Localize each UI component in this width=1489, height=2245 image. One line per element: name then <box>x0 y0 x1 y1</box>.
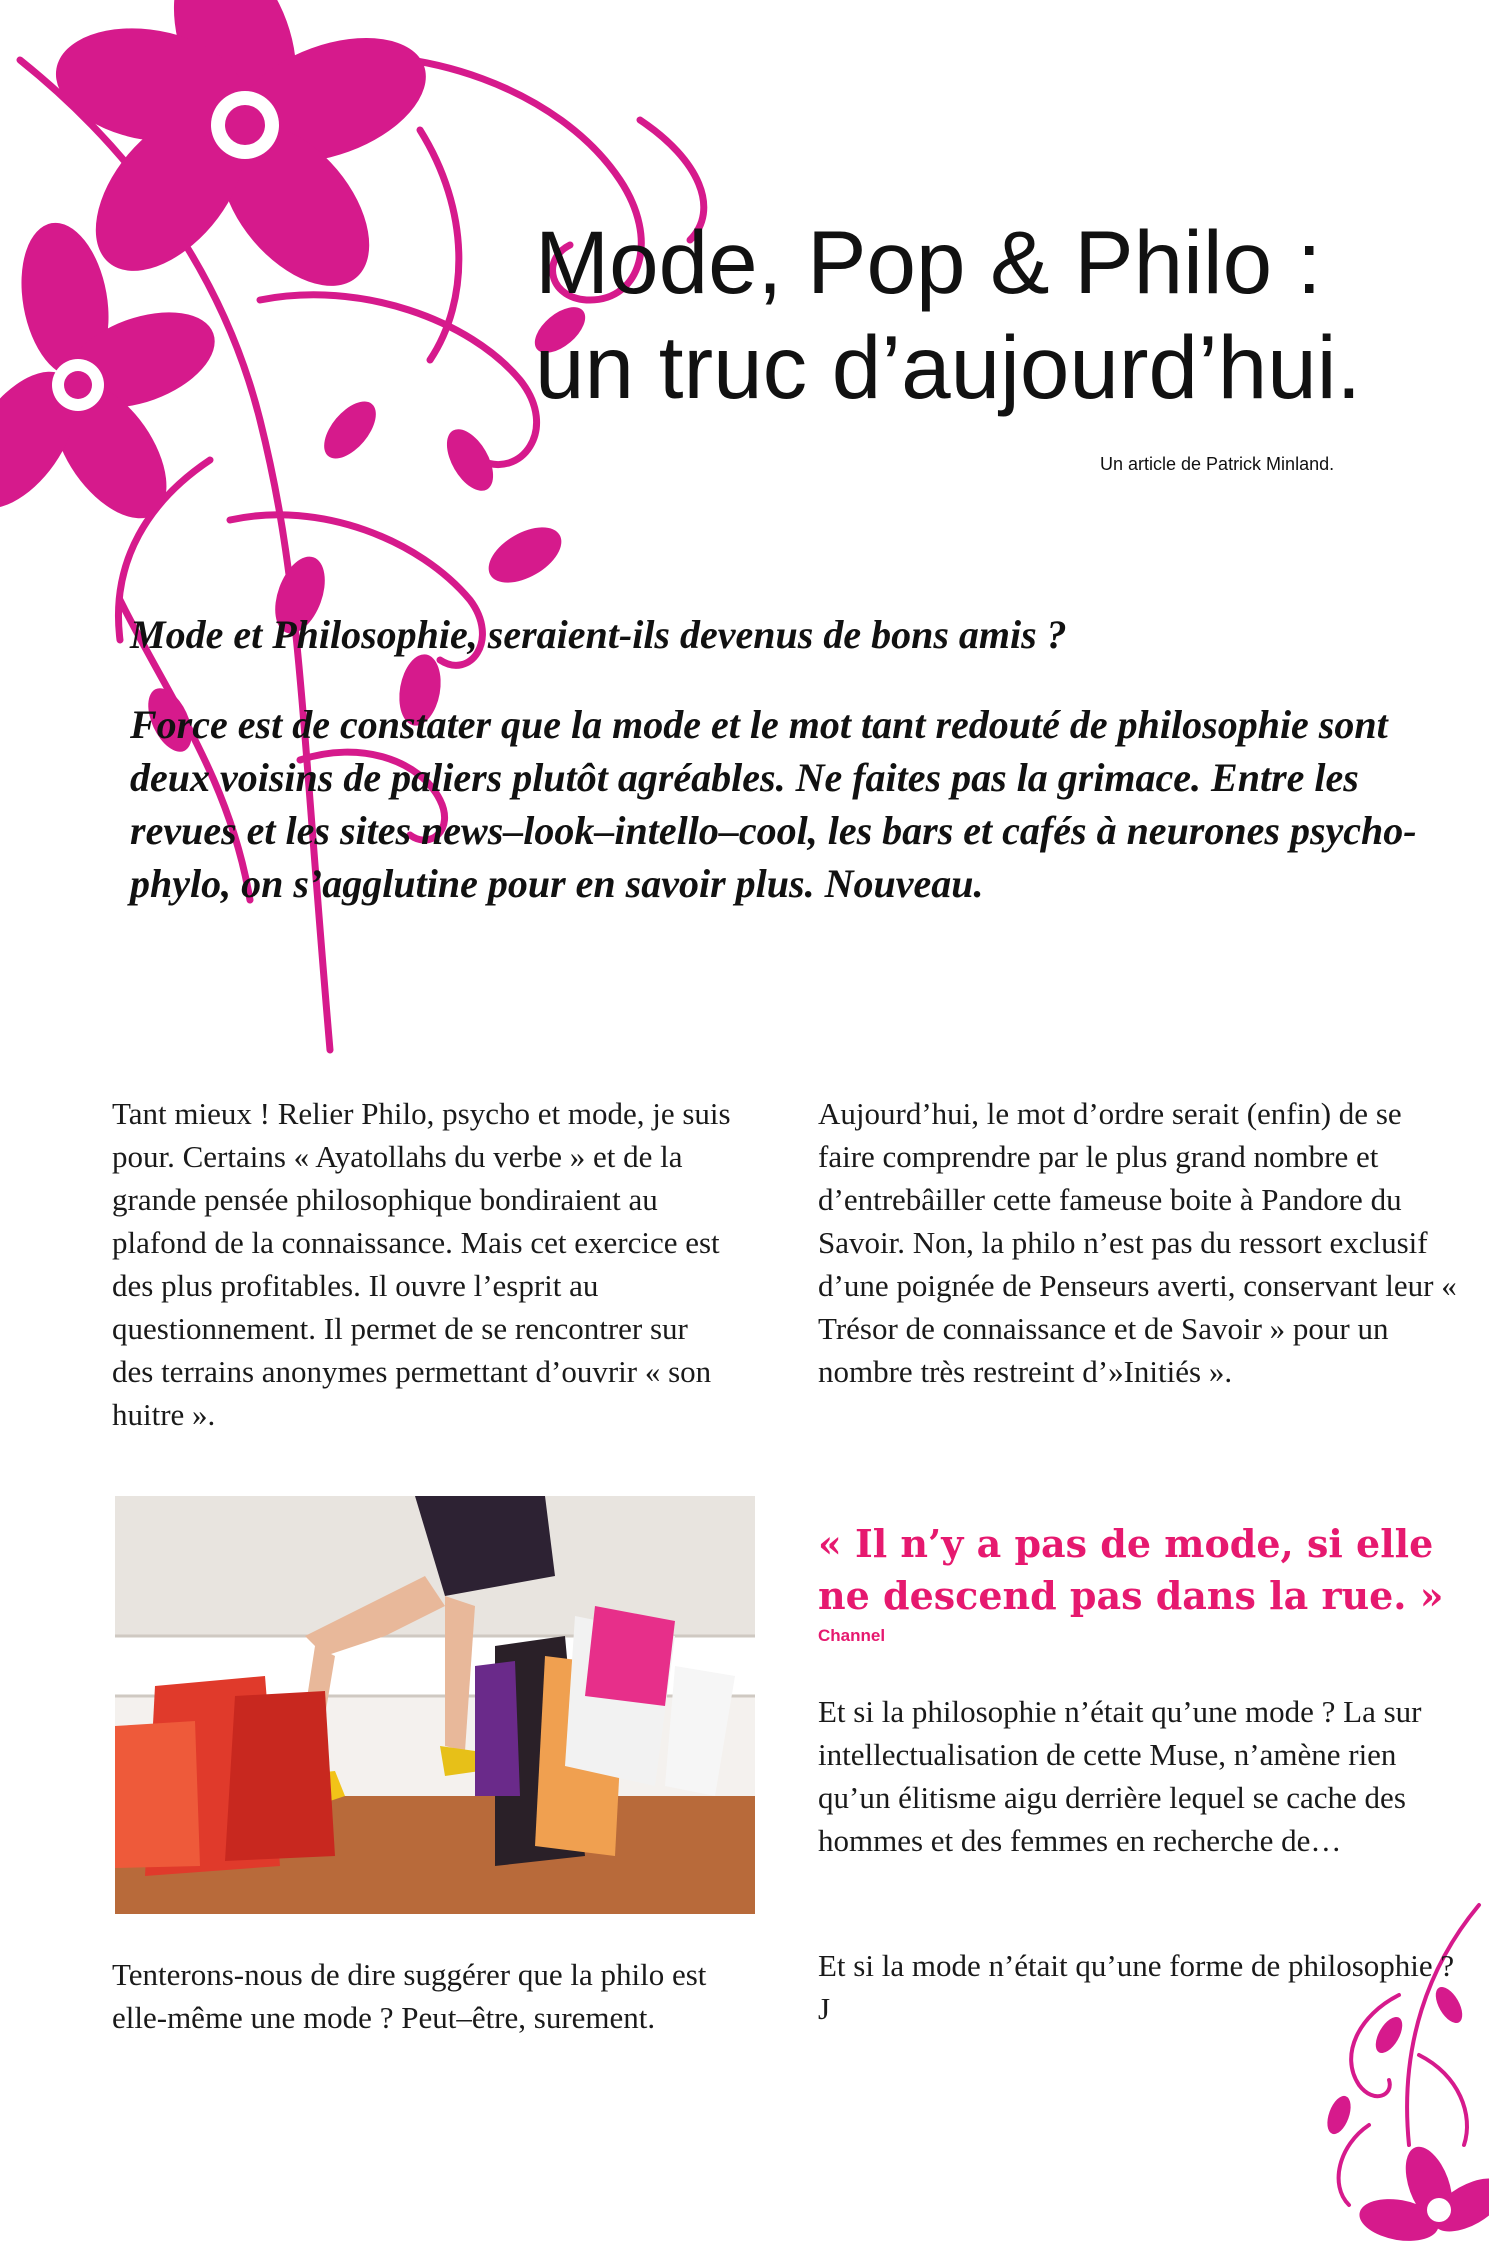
article-title <box>535 210 1455 420</box>
left-column-paragraph-1: Tant mieux ! Relier Philo, psycho et mode, je suis pour. Certains « Ayatollahs du verbe » et de la grande pensée philosophique bondiraient au plafond de la connaissance. Mais cet exercice est des plus profitables. Il ouvre l’esprit au questionnement. Il permet de se rencontrer sur des terrains anonymes permettant d’ouvrir « son huitre ». <box>112 1096 731 1432</box>
right-column-paragraph-2: Et si la philosophie n’était qu’une mode ? La sur intellectualisation de cette Muse, n’amène rien qu’un élitisme aigu derrière lequel se cache des hommes et des femmes en recherche de… <box>818 1694 1422 1858</box>
byline: Un article de Patrick Minland. <box>1100 454 1335 474</box>
floral-ornament-bottom <box>1279 1885 1489 2245</box>
title-line-1: Mode, Pop & Philo : <box>535 212 1322 312</box>
lead-paragraph: Force est de constater que la mode et le mot tant redouté de philosophie sont deux voisins de paliers plutôt agréables. Ne faites pas la grimace. Entre les revues et les sites news–look–intello–cool, les bars et cafés à neurones psycho-phylo, on s’agglutine pour en savoir plus. Nouveau. <box>130 702 1417 906</box>
lead-question: Mode et Philosophie, seraient-ils devenus de bons amis ? <box>130 612 1067 657</box>
right-column-paragraph-1: Aujourd’hui, le mot d’ordre serait (enfin) de se faire comprendre par le plus grand nombre et d’entrebâiller cette fameuse boite à Pandore du Savoir. Non, la philo n’est pas du ressort exclusif d’une poignée de Penseurs averti, conservant leur « Trésor de connaissance et de Savoir » pour un nombre très restreint d’»Initiés ». <box>818 1096 1457 1389</box>
title-line-2: un truc d’aujourd’hui. <box>535 317 1362 417</box>
left-column-paragraph-2: Tenterons-nous de dire suggérer que la philo est elle-même une mode ? Peut–être, surement. <box>112 1957 707 2035</box>
woman-with-shopping-bags-photo <box>115 1496 755 1914</box>
pull-quote-source: Channel <box>818 1626 886 1645</box>
right-column-paragraph-3: Et si la mode n’était qu’une forme de philosophie ? J <box>818 1948 1455 2026</box>
pull-quote: « Il n’y a pas de mode, si elle ne descend pas dans la rue. » <box>818 1521 1444 1618</box>
